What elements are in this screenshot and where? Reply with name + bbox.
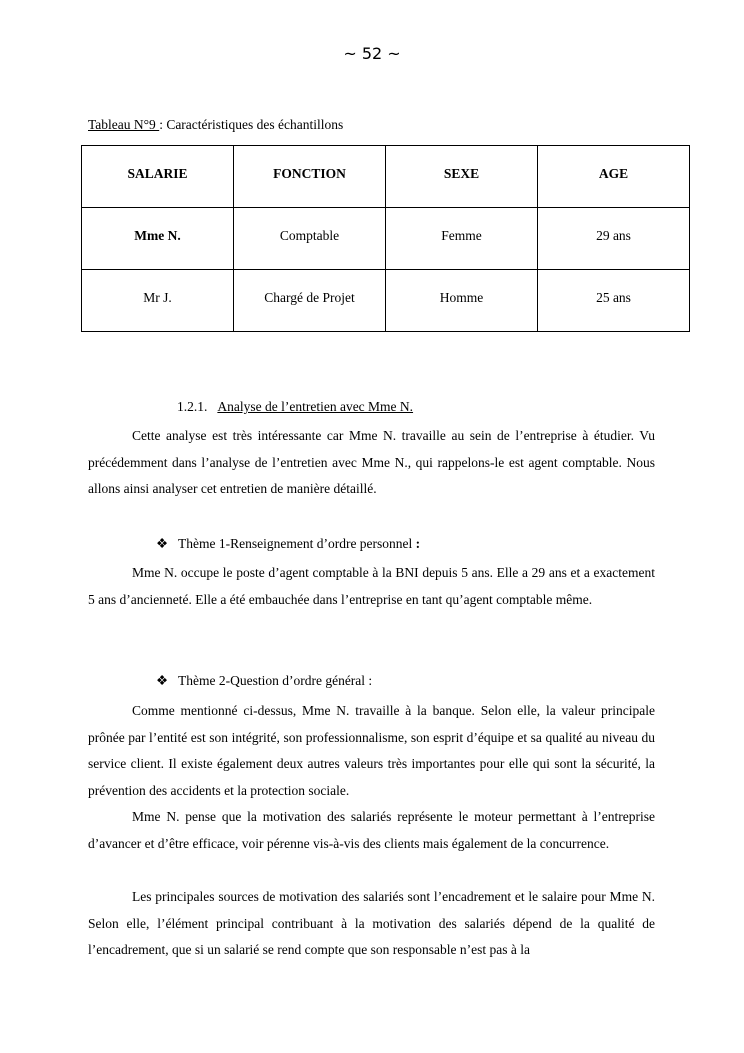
table-caption-text: : Caractéristiques des échantillons (159, 117, 344, 132)
page-number: ~ 52 ~ (343, 44, 401, 63)
theme-2-paragraph-3: Les principales sources de motivation des salariés sont l’encadrement et le salaire pour Mme N. Selon elle, l’élément principal contribuant à la motivation des salariés dépend de la qualité de l’encadrement, que si un salarié se rend compte que son responsable n’est pas à la (88, 889, 655, 957)
table-row (82, 270, 690, 332)
cell-salarie: Mme N. (82, 208, 234, 270)
cell-fonction: Comptable (234, 208, 386, 270)
theme-1-paragraph: Mme N. occupe le poste d’agent comptable à la BNI depuis 5 ans. Elle a 29 ans et a exactement 5 ans d’ancienneté. Elle a été embauchée dans l’entreprise en tant qu’agent comptable même. (88, 565, 655, 607)
cell-age: 29 ans (538, 208, 690, 270)
section-number: 1.2.1. (177, 399, 208, 414)
intro-paragraph: Cette analyse est très intéressante car Mme N. travaille au sein de l’entreprise à étudier. Vu précédemment dans l’analyse de l’entretien avec Mme N., qui rappelons-le est agent comptable. Nous allons ainsi analyser cet entretien de manière détaillé. (88, 428, 655, 496)
header-sexe: SEXE (386, 146, 538, 208)
cell-fonction: Chargé de Projet (234, 270, 386, 332)
table-row (82, 208, 690, 270)
theme-1-colon: : (415, 536, 421, 551)
theme-2-paragraph-2: Mme N. pense que la motivation des salariés représente le moteur permettant à l’entreprise d’avancer et d’être efficace, voir pérenne vis-à-vis des clients mais également de la concurrence. (88, 809, 655, 851)
header-age: AGE (538, 146, 690, 208)
header-salarie: SALARIE (82, 146, 234, 208)
header-fonction: FONCTION (234, 146, 386, 208)
section-title: Analyse de l’entretien avec Mme N. (217, 399, 414, 414)
diamond-bullet-icon: ❖ (156, 536, 169, 551)
table-header-row (82, 146, 690, 208)
diamond-bullet-icon: ❖ (156, 673, 169, 688)
theme-2-paragraph-1: Comme mentionné ci-dessus, Mme N. travaille à la banque. Selon elle, la valeur principale prônée par l’entité est son intégrité, son professionnalisme, son esprit d’équipe et sa qualité au niveau du service client. Il existe également deux autres valeurs très importantes pour elle qui sont la sécurité, la prévention des accidents et la protection sociale. (88, 703, 655, 798)
cell-age: 25 ans (538, 270, 690, 332)
theme-2-heading (156, 673, 372, 689)
section-heading (177, 399, 413, 415)
theme-2-title: Thème 2-Question d’ordre général : (178, 673, 373, 688)
table-caption-label: Tableau N°9 (88, 117, 160, 132)
theme-1-title: Thème 1-Renseignement d’ordre personnel (178, 536, 416, 551)
cell-sexe: Homme (386, 270, 538, 332)
samples-table (81, 145, 690, 332)
table-caption (88, 117, 343, 133)
cell-salarie: Mr J. (82, 270, 234, 332)
cell-sexe: Femme (386, 208, 538, 270)
theme-1-heading (156, 536, 420, 552)
